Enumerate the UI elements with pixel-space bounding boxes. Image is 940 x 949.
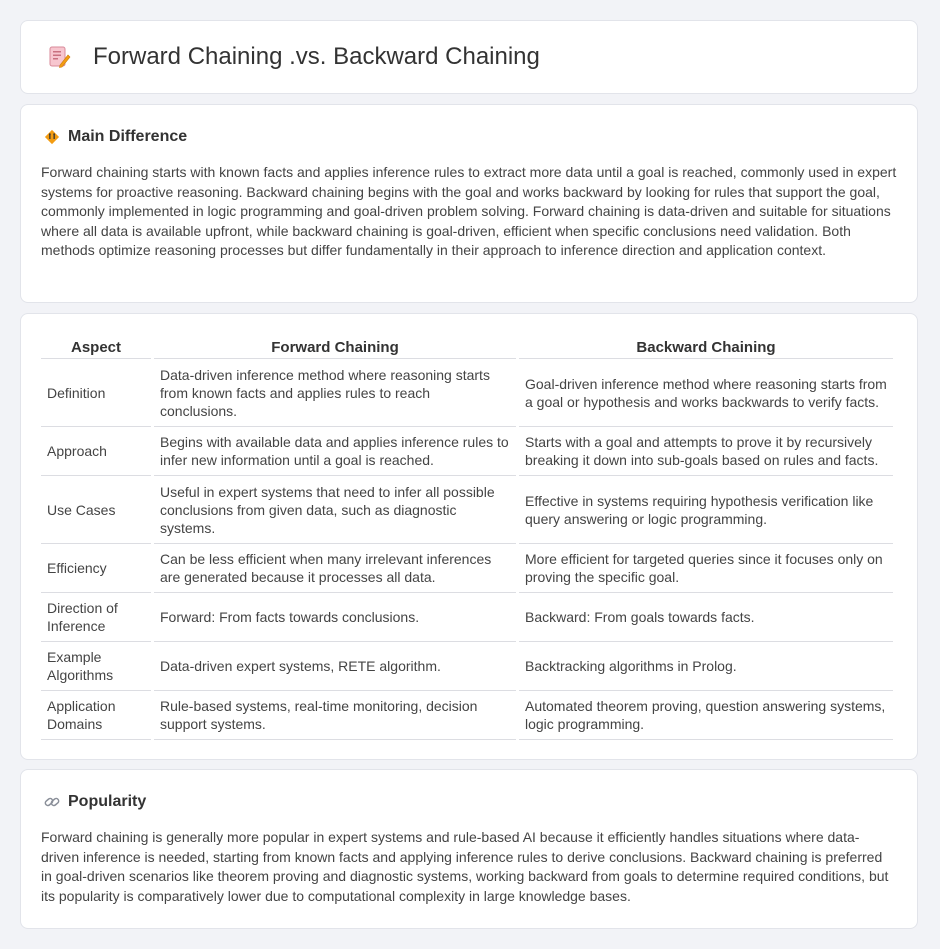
comparison-table: [38, 336, 896, 740]
link-icon: [43, 793, 61, 811]
main-difference-text: Forward chaining starts with known facts and applies inference rules to extract more data until a goal is reached, commonly used in expert systems for proactive reasoning. Backward chaining begins with the goal and works backward by looking for rules that support the goal, commonly implemented in logic programming and goal-driven problem solving. Forward chaining is data-driven and suitable for situations where all data is available upfront, while backward chaining is goal-driven, efficient when specific conclusions need validation. Both methods optimize reasoning processes but differ fundamentally in their approach to inference direction and application context.: [41, 164, 897, 258]
forward-cell: Can be less efficient when many irrelevant inferences are generated because it processes all data.: [154, 544, 516, 593]
backward-cell: Automated theorem proving, question answering systems, logic programming.: [519, 691, 893, 740]
aspect-cell: Example Algorithms: [41, 642, 151, 691]
backward-cell: Goal-driven inference method where reasoning starts from a goal or hypothesis and works backwards to verify facts.: [519, 359, 893, 427]
main-difference-card: [20, 104, 918, 303]
table-row: [41, 691, 893, 740]
comparison-card: [20, 313, 918, 760]
page-title: Forward Chaining .vs. Backward Chaining: [93, 43, 540, 70]
document-pencil-icon: [47, 45, 71, 69]
main-difference-title: Main Difference: [68, 128, 188, 145]
backward-cell: Backward: From goals towards facts.: [519, 593, 893, 642]
diamond-sign-icon: [43, 128, 61, 146]
backward-cell: Backtracking algorithms in Prolog.: [519, 642, 893, 691]
main-difference-heading: [43, 128, 917, 146]
forward-cell: Forward: From facts towards conclusions.: [154, 593, 516, 642]
popularity-text: Forward chaining is generally more popular in expert systems and rule-based AI because it efficiently handles situations where data-driven inference is needed, starting from known facts and applying inference rules to derive conclusions. Backward chaining is preferred in goal-driven scenarios like theorem proving and diagnostic systems, working backward from goals to determine required conditions, but its popularity is comparatively lower due to computational complexity in large knowledge bases.: [41, 829, 889, 904]
title-card: [20, 20, 918, 94]
aspect-cell: Use Cases: [41, 476, 151, 544]
header-aspect: Aspect: [41, 336, 151, 359]
forward-cell: Data-driven inference method where reasoning starts from known facts and applies rules to reach conclusions.: [154, 359, 516, 427]
aspect-cell: Definition: [41, 359, 151, 427]
aspect-cell: Approach: [41, 427, 151, 476]
aspect-cell: Efficiency: [41, 544, 151, 593]
header-backward: Backward Chaining: [519, 336, 893, 359]
table-row: [41, 544, 893, 593]
table-row: [41, 642, 893, 691]
popularity-card: [20, 769, 918, 929]
backward-cell: More efficient for targeted queries since it focuses only on proving the specific goal.: [519, 544, 893, 593]
forward-cell: Rule-based systems, real-time monitoring, decision support systems.: [154, 691, 516, 740]
table-row: [41, 427, 893, 476]
aspect-cell: Application Domains: [41, 691, 151, 740]
table-header-row: [41, 336, 893, 359]
popularity-heading: [43, 793, 917, 811]
table-row: [41, 359, 893, 427]
forward-cell: Data-driven expert systems, RETE algorithm.: [154, 642, 516, 691]
forward-cell: Begins with available data and applies inference rules to infer new information until a goal is reached.: [154, 427, 516, 476]
forward-cell: Useful in expert systems that need to infer all possible conclusions from given data, such as diagnostic systems.: [154, 476, 516, 544]
popularity-title: Popularity: [68, 793, 147, 810]
table-row: [41, 476, 893, 544]
table-row: [41, 593, 893, 642]
header-forward: Forward Chaining: [154, 336, 516, 359]
backward-cell: Starts with a goal and attempts to prove it by recursively breaking it down into sub-goals based on rules and facts.: [519, 427, 893, 476]
backward-cell: Effective in systems requiring hypothesis verification like query answering or logic programming.: [519, 476, 893, 544]
aspect-cell: Direction of Inference: [41, 593, 151, 642]
